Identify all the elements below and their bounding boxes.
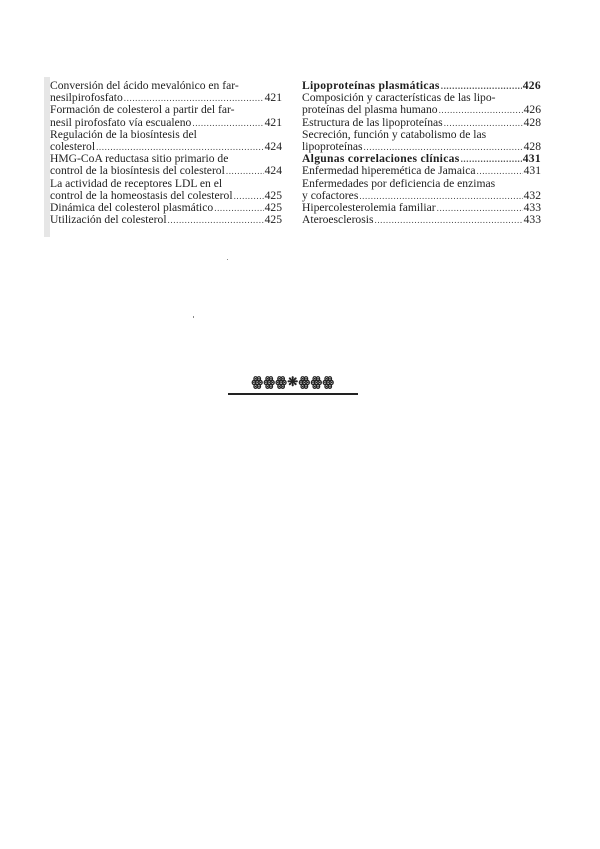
toc-page-number: 425	[264, 188, 282, 202]
toc-entry-title: Utilización del colesterol	[50, 213, 167, 227]
toc-page-number: 428	[523, 140, 541, 154]
toc-entry-title: Enfermedad hiperemética de Jamaica	[302, 164, 476, 178]
toc-entry-title-line: Composición y características de las lipo-	[302, 91, 496, 105]
toc-page-number: 421	[264, 115, 282, 129]
toc-entry-title-line: HMG-CoA reductasa sitio primario de	[50, 152, 229, 166]
toc-entry	[50, 214, 282, 226]
toc-entry	[50, 178, 282, 202]
toc-entry	[302, 129, 541, 153]
toc-entry-title: nesilpirofosfato	[50, 91, 123, 105]
toc-entry-title: proteínas del plasma humano	[302, 103, 438, 117]
toc-entry-title-line: Enfermedades por deficiencia de enzimas	[302, 176, 496, 190]
toc-page-number: 425	[264, 201, 282, 215]
toc-entry	[302, 92, 541, 116]
toc-entry-title: Dinámica del colesterol plasmático	[50, 201, 214, 215]
toc-page-number: 428	[523, 115, 541, 129]
toc-left-column	[50, 80, 282, 226]
toc-page-number: 421	[264, 91, 282, 105]
toc-page-number: 426	[522, 79, 541, 92]
dot-leader	[444, 117, 523, 129]
toc-page-number: 424	[264, 164, 282, 178]
toc-entry	[50, 153, 282, 177]
toc-entry	[302, 165, 541, 177]
dot-leader	[437, 202, 523, 214]
dot-leader	[192, 117, 263, 129]
toc-entry	[302, 214, 541, 226]
toc-entry	[50, 129, 282, 153]
toc-entry-row	[50, 117, 282, 129]
ornament-glyphs: ꙮꙮꙮ❋ꙮꙮꙮ	[251, 375, 335, 390]
dot-leader	[226, 165, 264, 177]
scan-speck	[227, 259, 228, 260]
toc-page-number: 431	[522, 152, 541, 166]
toc-page-number: 433	[523, 213, 541, 227]
toc-entry-title: control de la homeostasis del colesterol	[50, 188, 233, 202]
toc-right-column	[302, 80, 541, 226]
toc-entry	[50, 104, 282, 128]
dot-leader	[477, 165, 523, 177]
toc-entry-row	[302, 165, 541, 177]
toc-page-number: 433	[523, 201, 541, 215]
toc-entry-title-line: La actividad de receptores LDL en el	[50, 176, 223, 190]
toc-entry-title-line: Regulación de la biosíntesis del	[50, 127, 197, 141]
toc-page-number: 432	[523, 188, 541, 202]
toc-entry-title-line: Formación de colesterol a partir del far-	[50, 103, 235, 117]
toc-entry-title: control de la biosíntesis del colesterol	[50, 164, 225, 178]
dot-leader	[439, 104, 523, 116]
toc-page-number: 424	[264, 140, 282, 154]
toc-entry-title: nesil pirofosfato vía escualeno	[50, 115, 192, 129]
ornament-rule	[228, 393, 358, 395]
toc-entry-title: Hipercolesterolemia familiar	[302, 201, 436, 215]
toc-entry-row	[50, 214, 282, 226]
toc-page-number: 431	[523, 164, 541, 178]
toc-page-number: 425	[264, 213, 282, 227]
toc-entry-title-line: Secreción, función y catabolismo de las	[302, 127, 487, 141]
toc-entry-title: Algunas correlaciones clínicas	[302, 152, 460, 166]
toc-entry	[302, 178, 541, 202]
toc-page-number: 426	[523, 103, 541, 117]
toc-entry	[50, 80, 282, 104]
toc-entry-row	[50, 165, 282, 177]
toc-entry-title: Ateroesclerosis	[302, 213, 374, 227]
ornamental-divider	[228, 374, 358, 396]
toc-entry-row	[302, 104, 541, 116]
toc-entry-title: y cofactores	[302, 188, 359, 202]
dot-leader	[168, 214, 264, 226]
toc-entry	[302, 117, 541, 129]
toc-entry-row	[302, 117, 541, 129]
toc-entry-row	[302, 214, 541, 226]
dot-leader	[234, 190, 264, 202]
toc-entry-title: Estructura de las lipoproteínas	[302, 115, 443, 129]
dot-leader	[374, 214, 522, 226]
toc-entry-title: lipoproteínas	[302, 140, 363, 154]
toc-entry-title: Lipoproteínas plasmáticas	[302, 79, 440, 92]
toc-entry-title: colesterol	[50, 140, 96, 154]
dot-leader	[214, 202, 263, 214]
toc-entry-title-line: Conversión del ácido mevalónico en far-	[50, 79, 239, 92]
scan-speck	[193, 316, 194, 318]
